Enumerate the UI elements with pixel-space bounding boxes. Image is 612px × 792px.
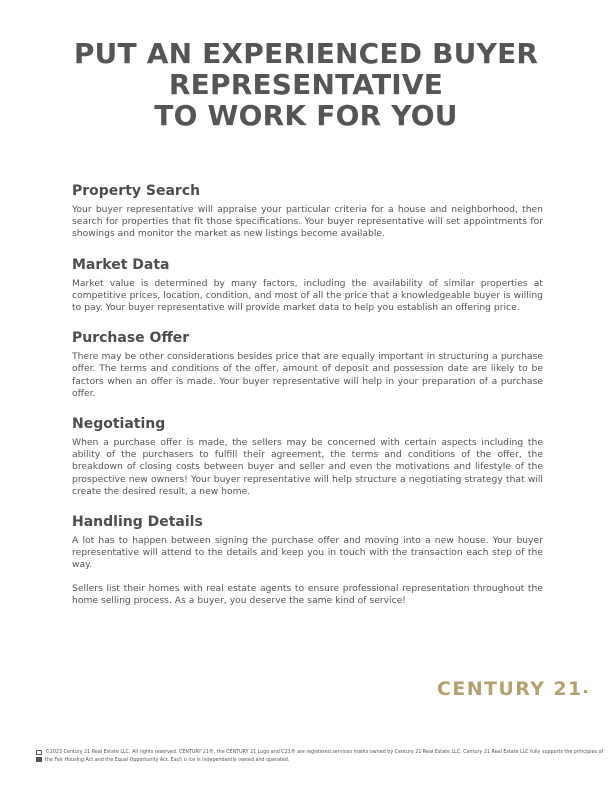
section-purchase-offer: [72, 329, 543, 400]
title-line-1: PUT AN EXPERIENCED BUYER: [73, 37, 539, 70]
closing-paragraph: Sellers list their homes with real estate agents to ensure professional representation throughout the home selling process. As a buyer, you deserve the same kind of service!: [72, 582, 543, 606]
section-body: When a purchase offer is made, the sellers may be concerned with certain aspects including the ability of the purchasers to fulfill their agreement, the terms and conditions of the offer, the breakdown of closing costs between buyer and seller and even the motivations and lifestyle of the prospective new owners! Your buyer representative will help structure a negotiating strategy that will create the desired result, a new home.: [72, 437, 543, 497]
equal-opportunity-icon: [36, 757, 42, 762]
section-heading: Property Search: [72, 183, 201, 199]
section-heading: Handling Details: [72, 514, 203, 531]
section-body: Your buyer representative will appraise your particular criteria for a house and neighborhood, then search for properties that fit those specifications. Your buyer representative will set appointments for showings and monitor the market as new listings become available.: [72, 204, 543, 240]
logo-dot-icon: [584, 690, 587, 693]
section-heading: Negotiating: [72, 416, 166, 433]
content-body: [72, 182, 543, 607]
section-body: Market value is determined by many factors, including the availability of similar properties at competitive prices, location, condition, and most of all the price that a knowledgeable buyer is willing to pay. Your buyer representative will provide market data to help you establish an offering price.: [72, 277, 543, 314]
footer-line-2: the Fair Housing Act and the Equal Opportunity Act. Each o ice is independently owned and operated.: [45, 757, 290, 763]
section-heading: Purchase Offer: [72, 330, 190, 347]
section-heading: Market Data: [72, 256, 170, 273]
century21-logo: [437, 678, 587, 700]
section-handling-details: [72, 513, 543, 572]
logo-text: CENTURY 21: [437, 678, 583, 700]
section-market-data: [72, 256, 543, 315]
section-property-search: [72, 182, 543, 241]
equal-housing-icon: [36, 750, 42, 755]
title-line-3: TO WORK FOR YOU: [154, 99, 458, 132]
page-title: [0, 38, 612, 131]
footer-text: [45, 749, 604, 764]
title-line-2: REPRESENTATIVE: [168, 68, 444, 101]
section-negotiating: [72, 415, 543, 498]
footer-disclaimer: [36, 749, 604, 764]
footer-icons: [36, 750, 43, 764]
section-body: A lot has to happen between signing the purchase offer and moving into a new house. Your buyer representative will attend to the details and keep you in touch with the transaction each step of the way.: [72, 535, 543, 571]
footer-line-1: ©2023 Century 21 Real Estate LLC. All rights reserved. CENTURY 21®, the CENTURY 21 Logo and C21® are registered services marks owned by Century 21 Real Estate LLC. Century 21 Real Estate LLC fully supports the principles of: [45, 750, 604, 755]
section-body: There may be other considerations besides price that are equally important in structuring a purchase offer. The terms and conditions of the offer, amount of deposit and possession date are likely to be factors when an offer is made. Your buyer representative will help in your preparation of a purchase offer.: [72, 351, 543, 399]
